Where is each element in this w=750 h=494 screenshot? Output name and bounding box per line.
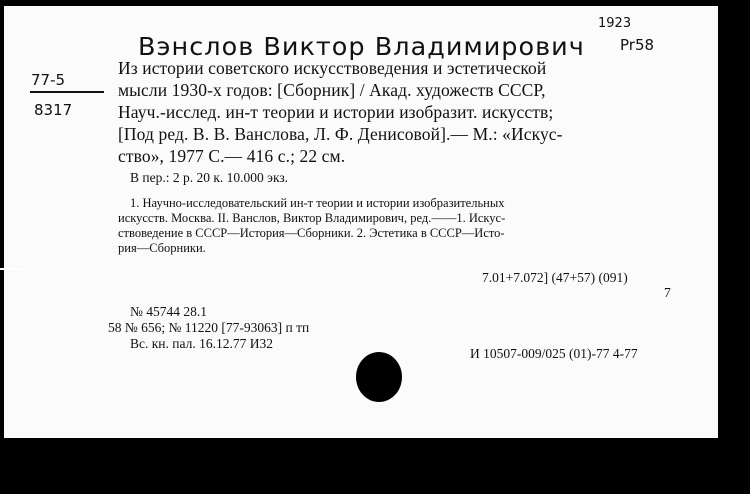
scan-edge-mark <box>0 268 22 270</box>
title-line-5: ство», 1977 С.— 416 с.; 22 см. <box>118 146 346 166</box>
title-line-4: [Под ред. В. В. Ванслова, Л. Ф. Денисовой].— М.: «Искус- <box>118 124 563 144</box>
catalog-card <box>4 6 718 438</box>
title-line-3: Науч.-исслед. ин-т теории и истории изобразит. искусств; <box>118 102 554 122</box>
binding-price: В пер.: 2 р. 20 к. 10.000 экз. <box>130 170 289 185</box>
tracing-line-4: рия—Сборники. <box>118 241 206 255</box>
classification-code: 7.01+7.072] (47+57) (091) <box>482 270 628 285</box>
handwritten-catalog-number-1: 77-5 <box>31 71 66 89</box>
handwritten-author-name: Вэнслов Виктор Владимирович <box>138 32 585 61</box>
catalog-number-underline <box>30 91 104 93</box>
book-chamber-line: Вс. кн. пал. 16.12.77 И32 <box>130 336 273 351</box>
punch-hole <box>356 352 402 402</box>
index-code: И 10507-009/025 (01)-77 4-77 <box>470 346 638 361</box>
classification-suffix: 7 <box>664 285 671 300</box>
tracing-line-1: 1. Научно-исследовательский ин-т теории и истории изобразительных <box>130 196 505 210</box>
registry-number: № 45744 28.1 <box>130 304 208 319</box>
tracing-line-3: ствоведение в СССР—История—Сборники. 2. Эстетика в СССР—Исто- <box>118 226 505 240</box>
handwritten-catalog-number-2: 8317 <box>34 101 73 119</box>
title-line-2: мысли 1930-х годов: [Сборник] / Акад. художеств СССР, <box>118 80 546 100</box>
handwritten-birth-year: 1923 <box>598 16 632 31</box>
tracing-line-2: искусств. Москва. II. Ванслов, Виктор Владимирович, ред.——1. Искус- <box>118 211 506 225</box>
order-line: 58 № 656; № 11220 [77-93063] п тп <box>108 320 310 335</box>
title-line-1: Из истории советского искусствоведения и эстетической <box>118 58 547 78</box>
handwritten-code: Pr58 <box>620 36 655 54</box>
